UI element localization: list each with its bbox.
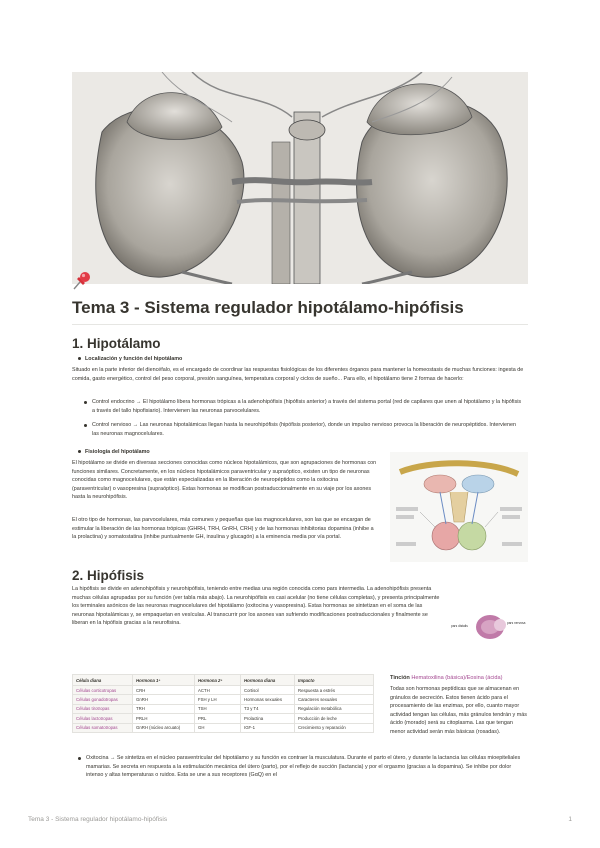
bullet-dot xyxy=(78,450,81,453)
col-hormona-2: Hormona 2ª xyxy=(195,675,241,686)
tincion-label: Tinción xyxy=(390,675,410,681)
bullet-dot xyxy=(78,757,81,760)
footer-title: Tema 3 - Sistema regulador hipotálamo-hipófisis xyxy=(28,816,168,823)
hormone-table xyxy=(72,674,374,733)
label-pars-distalis: pars distalis xyxy=(451,624,468,628)
hypothalamus-illustration xyxy=(390,452,528,562)
col-hormona-diana: Hormona diana xyxy=(241,675,295,686)
paragraph-parvocelulares: El otro tipo de hormonas, las parvocelulares, más comunes y pequeñas que las magnocelulares, son las que se encargan de estimular la liberación de las hormonas trópicas (GHRH, TRH, GnRH, CRH) y de las hormonas inhibitorias dopamina (inhibe a la prolactina) y somatostatina (inhibe puntualmente GH, insulina y glucagón) a la eminencia media por vía portal. xyxy=(72,517,374,541)
list-item-oxitocina xyxy=(86,754,528,780)
table-cell: Células tirotropas xyxy=(73,704,133,713)
table-cell: GnRH xyxy=(133,695,195,704)
list-item-control-nervioso xyxy=(92,421,522,438)
hypothalamus-diagram xyxy=(390,452,528,562)
bullet-dot xyxy=(84,424,87,427)
table-cell: GH xyxy=(195,723,241,732)
table-cell: ACTH xyxy=(195,686,241,695)
anatomy-illustration xyxy=(72,72,528,284)
bullet-dot xyxy=(84,401,87,404)
table-cell: Células lactotropas xyxy=(73,714,133,723)
cover-image xyxy=(72,72,528,284)
pushpin-icon xyxy=(70,270,92,292)
table-cell: Células corticotropas xyxy=(73,686,133,695)
page-number: 1 xyxy=(568,816,572,823)
label-pars-nervosa: pars nervosa xyxy=(507,621,526,625)
table-cell: PRLH xyxy=(133,714,195,723)
table-cell: Cortisol xyxy=(241,686,295,695)
paragraph-fisiologia: El hipotálamo se divide en diversas secciones conocidas como núcleos hipotalámicos, que son agrupaciones de hormonas con funciones similares. Concretamente, en los núcleos hipotalámicos paraventricular y supraóptico, existen un tipo de neuronas conocidas como magnocelulares, que están especializadas en la liberación de neuropéptidos como la oxitocina (paraventricular) o vasopresina (supraóptico). Estas hormonas se modifican postraduccionalmente en su viaje por los axones hasta la neurohipófisis. xyxy=(72,460,377,501)
col-impacto: Impacto xyxy=(295,675,374,686)
paragraph-tincion: Todas son hormonas peptídicas que se almacenan en gránulos de secreción. Estos tienen ácido para el procesamiento de las enzimas, por ello, cuanto mayor actividad tengan las células, más gránulos tendrán y más ácido (morado) será su citoplasma. Las que tengan menor actividad serán más básicas (rosadas). xyxy=(390,686,527,735)
table-cell: FSH y LH xyxy=(195,695,241,704)
section-heading-hipotalamo: 1. Hipotálamo xyxy=(72,336,161,351)
table-cell: Respuesta a estrés xyxy=(295,686,374,695)
table-row xyxy=(73,704,374,713)
table-row xyxy=(73,695,374,704)
table-cell: T3 y T4 xyxy=(241,704,295,713)
control-endocrino-text: Control endocrino → El hipotálamo libera hormonas trópicas a la adenohipófisis (hipófisis anterior) a través del sistema portal (red de capilares que unen al hipotálamo y la hipófisis a través del tallo hipofisiario). Intervienen las neuronas parvocelulares. xyxy=(92,399,522,414)
page-title: Tema 3 - Sistema regulador hipotálamo-hipófisis xyxy=(72,298,464,317)
table-cell: TSH xyxy=(195,704,241,713)
table-row xyxy=(73,714,374,723)
col-celula-diana: Célula diana xyxy=(73,675,133,686)
tincion-value: Hematoxilina (básica)/Eosina (ácida) xyxy=(411,675,503,681)
table-cell: IGF-1 xyxy=(241,723,295,732)
paragraph-hipofisis-intro: La hipófisis se divide en adenohipófisis y neurohipófisis, teniendo entre medias una región conocida como pars intermedia. La adenohipófisis presenta muchas células agrupadas por su función (ver tabla más abajo). La neurohipófisis es casi acelular (no tiene células completas), y presenta principalmente los terminales axónicos de las neuronas magnocelulares del hipotálamo (oxitocina y vasopresina). Estas hormonas se sintetizan en el soma de las neuronas hipotalámicas y, se empaquetan en vesículas. Al transcurrir por los axones van sufriendo modificaciones postraduccionales y finalmente se liberan en la hipófisis gracias a la neurofisina. xyxy=(72,586,440,627)
table-cell: Crecimiento y reparación xyxy=(295,723,374,732)
bullet-localizacion xyxy=(78,355,182,364)
histology-image xyxy=(450,612,528,642)
table-row xyxy=(73,686,374,695)
bullet-text: Localización y función del hipotálamo xyxy=(85,356,183,362)
paragraph-hipotalamo-intro: Situado en la parte inferior del diencéfalo, es el encargado de coordinar las respuestas fisiológicas de los diferentes órganos para mantener la homeostasis de muchas funciones: ingesta de comida, gasto energético, control del peso corporal, presión sanguínea, temperatura corporal y ciclos de sueño... Para ello, el hipotálamo tiene 2 formas de hacerlo: xyxy=(72,367,524,382)
table-header-row xyxy=(73,675,374,686)
table-cell: Prolactina xyxy=(241,714,295,723)
bullet-dot xyxy=(78,357,81,360)
section-heading-hipofisis: 2. Hipófisis xyxy=(72,568,145,583)
table-cell: Células somatotropas xyxy=(73,723,133,732)
table-row xyxy=(73,723,374,732)
list-item-control-endocrino xyxy=(92,398,522,415)
tincion-heading xyxy=(390,674,528,683)
table-cell: PRL xyxy=(195,714,241,723)
hipofisis-histology xyxy=(450,612,528,642)
control-nervioso-text: Control nervioso → Las neuronas hipotalámicas llegan hasta la neurohipófisis (hipófisis posterior), donde un impulso nervioso provoca la liberación de neuropéptidos. Intervienen las neuronas magnocelulares. xyxy=(92,422,517,437)
bullet-fisiologia xyxy=(78,448,150,457)
table-cell: Células gonadotropas xyxy=(73,695,133,704)
table-cell: Caracteres sexuales xyxy=(295,695,374,704)
bullet-text: Fisiología del hipotálamo xyxy=(85,449,150,455)
table-cell: Producción de leche xyxy=(295,714,374,723)
table-cell: GnRH (núcleo arcuato) xyxy=(133,723,195,732)
table-cell: CRH xyxy=(133,686,195,695)
table-cell: TRH xyxy=(133,704,195,713)
col-hormona-1: Hormona 1ª xyxy=(133,675,195,686)
title-divider xyxy=(72,324,528,325)
oxitocina-text: Oxitocina → Se sintetiza en el núcleo paraventricular del hipotálamo y su función es contraer la musculatura. Durante el parto el útero, y durante la lactancia las células mioepiteliales mamarias. Se secreta en respuesta a la estimulación mecánica del útero (parto), por el reflejo de succión (lactancia) y por el orgasmo (gracias a la dopamina). Se inhibe por dolor intenso y altas temperaturas o ruidos. Esta se une a sus receptores (GαQ) en el xyxy=(86,755,521,779)
table-cell: Hormonas sexuales xyxy=(241,695,295,704)
table-cell: Regulación metabólica xyxy=(295,704,374,713)
